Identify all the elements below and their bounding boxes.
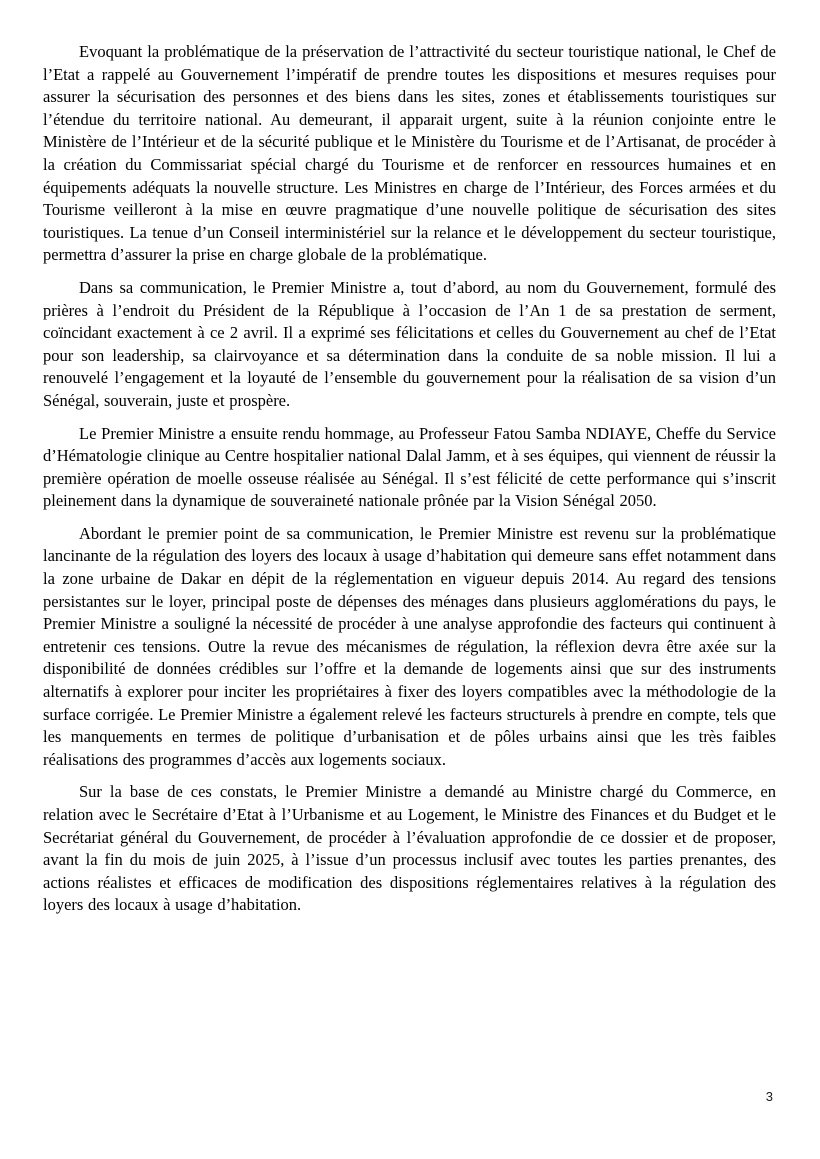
paragraph-pm-instructions: Sur la base de ces constats, le Premier Ministre a demandé au Ministre chargé du Commerce, en relation avec le Secrétaire d’Etat à l’Urbanisme et au Logement, le Ministre des Finances et du Budget et le Secrétariat général du Gouvernement, de procéder à l’évaluation approfondie de ce dossier et de proposer, avant la fin du mois de juin 2025, à l’issue d’un processus inclusif avec toutes les parties prenantes, des actions réalistes et efficaces de modification des dispositions réglementaires relatives à la régulation des loyers des locaux à usage d’habitation. [43, 782, 776, 915]
paragraph-pm-prayers: Dans sa communication, le Premier Ministre a, tout d’abord, au nom du Gouvernement, formulé des prières à l’endroit du Président de la République à l’occasion de l’An 1 de sa prestation de serment, coïncidant exactement à ce 2 avril. Il a exprimé ses félicitations et celles du Gouvernement au chef de l’Etat pour son leadership, sa clairvoyance et sa détermination dans la conduite de sa noble mission. Il lui a renouvelé l’engagement et la loyauté de l’ensemble du gouvernement pour la réalisation de sa vision d’un Sénégal, souverain, juste et prospère. [43, 277, 776, 410]
paragraph-tourism-security: Evoquant la problématique de la préservation de l’attractivité du secteur touristique national, le Chef de l’Etat a rappelé au Gouvernement l’impératif de prendre toutes les dispositions et mesures requises pour assurer la sécurisation des personnes et des biens dans les sites, zones et établissements touristiques sur l’étendue du territoire national. Au demeurant, il apparait urgent, suite à la réunion conjointe entre le Ministère de l’Intérieur et de la sécurité publique et le Ministère du Tourisme et de l’Artisanat, de procéder à la création du Commissariat spécial chargé du Tourisme et de renforcer en ressources humaines et en équipements adéquats la nouvelle structure. Les Ministres en charge de l’Intérieur, des Forces armées et du Tourisme veilleront à la mise en œuvre pragmatique d’une nouvelle politique de sécurisation des sites touristiques. La tenue d’un Conseil interministériel sur la relance et le développement du secteur touristique, permettra d’assurer la prise en charge globale de la problématique. [43, 42, 776, 265]
page-number: 3 [765, 1089, 773, 1104]
paragraph-pm-hommage: Le Premier Ministre a ensuite rendu hommage, au Professeur Fatou Samba NDIAYE, Cheffe du Service d’Hématologie clinique au Centre hospitalier national Dalal Jamm, et à ses équipes, qui viennent de réussir la première opération de moelle osseuse réalisée au Sénégal. Il s’est félicité de cette performance qui s’inscrit pleinement dans la dynamique de souveraineté nationale prônée par la Vision Sénégal 2050. [43, 423, 776, 511]
paragraph-rent-regulation: Abordant le premier point de sa communication, le Premier Ministre est revenu sur la problématique lancinante de la régulation des loyers des locaux à usage d’habitation qui demeure sans effet notamment dans la zone urbaine de Dakar en dépit de la réglementation en vigueur depuis 2014. Au regard des tensions persistantes sur le loyer, principal poste de dépenses des ménages dans plusieurs agglomérations du pays, le Premier Ministre a souligné la nécessité de procéder à une analyse approfondie des facteurs qui continuent à entretenir ces tensions. Outre la revue des mécanismes de régulation, la réflexion devra être axée sur la disponibilité de données crédibles sur l’offre et la demande de logements ainsi que sur des instruments alternatifs à explorer pour inciter les propriétaires à fixer des loyers compatibles avec la méthodologie de la surface corrigée. Le Premier Ministre a également relevé les facteurs structurels à prendre en compte, tels que les manquements en termes de politique d’urbanisation et de pôles urbains ainsi que les très faibles réalisations des programmes d’accès aux logements sociaux. [43, 523, 776, 769]
document-body [43, 41, 776, 927]
